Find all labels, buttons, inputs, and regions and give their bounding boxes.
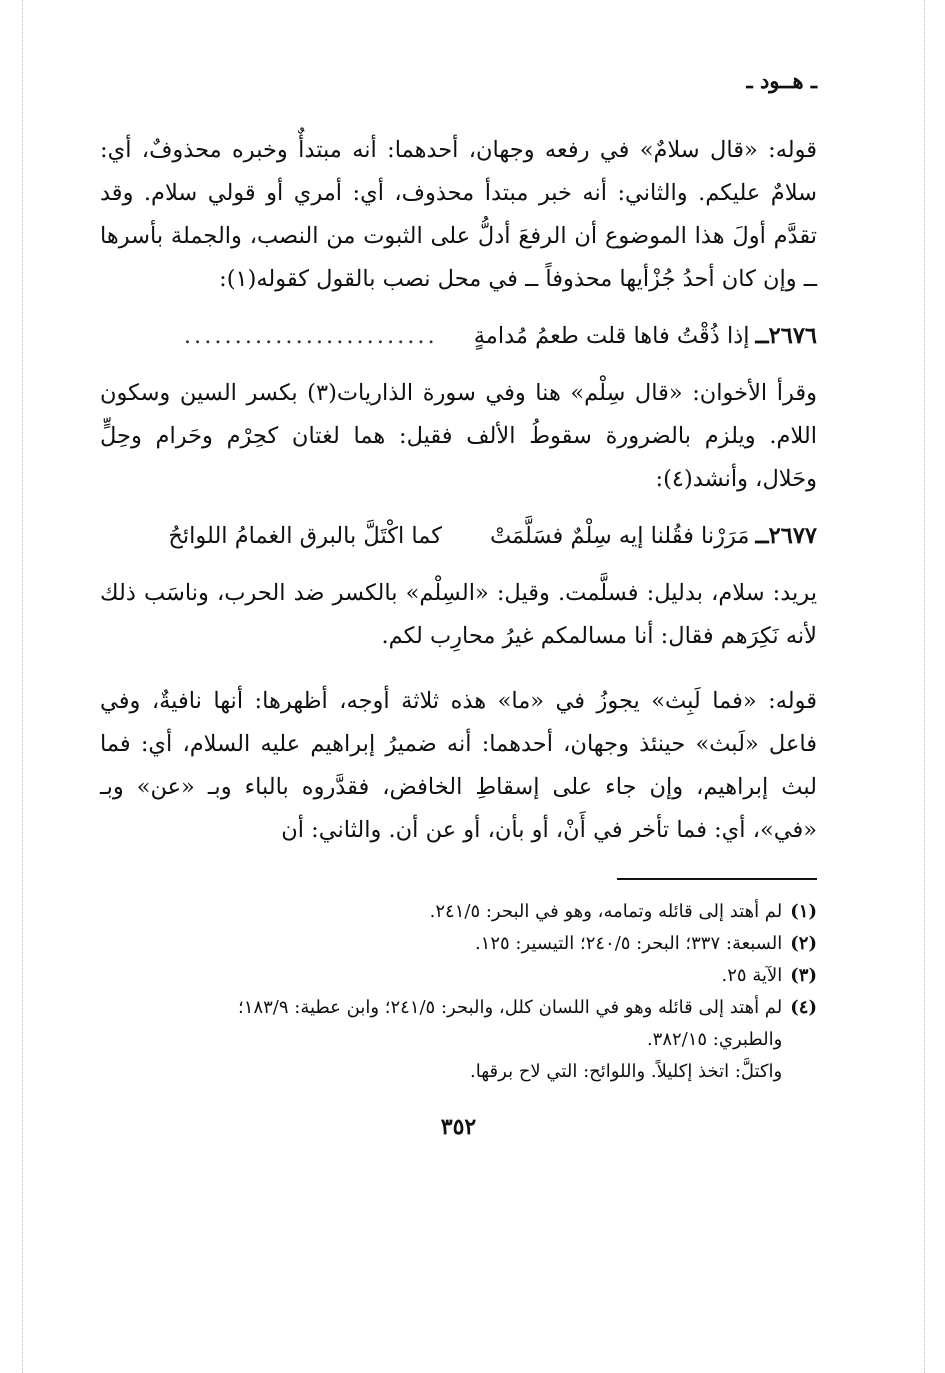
left-page-edge: [22, 0, 23, 1373]
running-head: ـ هــود ـ: [746, 68, 817, 93]
paragraph-4: قوله: «فما لَبِث» يجوزُ في «ما» هذه ثلاثة أوجه، أظهرها: أنها نافيةٌ، وفي فاعل «لَبث» حينئذ وجهان، أحدهما: أنه ضميرُ إبراهيم عليه السلام، أي: فما لبث إبراهيم، وإن جاء على إسقاطِ الخافض، فقدَّروه بالباء وبـ «عن» وبـ «في»، أي: فما تأخر في أَنْ، أو بأن، أو عن أن. والثاني: أن: [100, 688, 818, 843]
footnote-text: [100, 992, 782, 1088]
footnote-text: [100, 960, 782, 992]
footnote-line: واكتلَّ: اتخذ إكليلاً. واللوائح: التي لاح برقها.: [470, 1061, 783, 1082]
paragraph-3: يريد: سلام، بدليل: فسلَّمت. وقيل: «السِلْم» بالكسر ضد الحرب، وناسَب ذلك لأنه نَكِرَهم فقال: أنا مسالمكم غيرُ محارِب لكم.: [100, 580, 817, 649]
footnote-text: [100, 928, 782, 960]
verse-ellipsis: .........................: [183, 323, 438, 349]
footnote-separator: [617, 878, 817, 880]
right-page-edge: [924, 0, 925, 1373]
footnote-4: [100, 992, 817, 1088]
verse-2677: [100, 515, 817, 558]
footnote-number: (٣): [790, 965, 817, 986]
verse-first-hemistich: مَرَرْنا فقُلنا إيه سِلْمٌ فسَلَّمَتْ: [489, 523, 750, 549]
footnote-number: (١): [790, 901, 817, 922]
verse-second-hemistich: كما اكْتَلَّ بالبرق الغمامُ اللوائحُ: [168, 523, 442, 549]
footnote-number: (٢): [790, 933, 817, 954]
paragraph-2: وقرأ الأخوان: «قال سِلْم» هنا وفي سورة الذاريات(٣) بكسر السين وسكون اللام. ويلزم بالضرورة سقوطُ الألف فقيل: هما لغتان كحِرْم وحَرام وحِلٍّ وحَلال، وأنشد(٤):: [100, 380, 818, 492]
page-number: ٣٥٢: [440, 1114, 477, 1140]
footnote-3: [100, 960, 817, 992]
footnote-1: [100, 896, 817, 928]
footnote-2: [100, 928, 817, 960]
paragraph-1: قوله: «قال سلامٌ» في رفعه وجهان، أحدهما: أنه مبتدأٌ وخبره محذوفٌ، أي: سلامٌ عليكم. والثاني: أنه خبر مبتدأ محذوف، أي: أمري أو قولي سلام. وقد تقدَّم أولَ هذا الموضوع أن الرفعَ أدلُّ على الثبوت من النصب، والجملة بأسرها ــ وإن كان أحدُ جُزْأيها محذوفاً ــ في محل نصب بالقول كقوله(١):: [100, 137, 817, 292]
footnote-line: السبعة: ٣٣٧؛ البحر: ٢٤٠/٥؛ التيسير: ١٢٥.: [474, 933, 783, 954]
footnote-line: لم أهتد إلى قائله وهو في اللسان كلل، والبحر: ٢٤١/٥؛ وابن عطية: ١٨٣/٩؛: [238, 997, 783, 1018]
footnote-number: (٤): [790, 997, 817, 1018]
verse-2676: [100, 315, 817, 358]
footnote-line: لم أهتد إلى قائله وتمامه، وهو في البحر: ٢٤١/٥.: [429, 901, 783, 922]
verse-number: ٢٦٧٧ــ: [755, 523, 817, 549]
footnotes: [100, 896, 817, 1088]
verse-number: ٢٦٧٦ــ: [755, 323, 817, 349]
footnote-text: [100, 896, 782, 928]
footnote-line: والطبري: ٣٨٢/١٥.: [646, 1029, 783, 1050]
verse-first-hemistich: إذا ذُقْتُ فاها قلت طعمُ مُدامةٍ: [473, 323, 750, 349]
footnote-line: الآية ٢٥.: [721, 965, 783, 986]
